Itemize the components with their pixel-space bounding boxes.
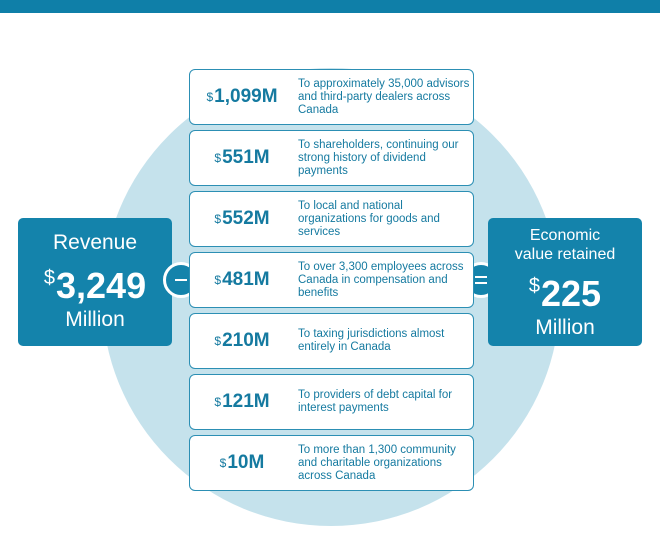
- currency-symbol: $: [214, 212, 222, 226]
- distribution-amount: [190, 314, 294, 368]
- retained-value: [488, 265, 642, 315]
- amount-value: 1,099M: [214, 86, 278, 107]
- amount-value: 552M: [222, 208, 270, 229]
- minus-bar: [175, 279, 187, 281]
- amount-value: 121M: [222, 391, 270, 412]
- retained-box: [488, 218, 642, 346]
- retained-currency: $: [528, 275, 541, 297]
- revenue-amount: 3,249: [56, 265, 147, 306]
- revenue-box: [18, 218, 172, 346]
- currency-symbol: $: [214, 334, 222, 348]
- currency-symbol: $: [219, 456, 227, 470]
- distribution-amount: [190, 436, 294, 490]
- currency-symbol: $: [206, 90, 214, 104]
- retained-label-line2: value retained: [514, 246, 616, 263]
- retained-unit: Million: [535, 316, 595, 339]
- distribution-amount: [190, 131, 294, 185]
- distribution-row: [189, 130, 474, 186]
- currency-symbol: $: [214, 273, 222, 287]
- distribution-amount: [190, 192, 294, 246]
- distribution-description: To providers of debt capital for interest payments: [298, 389, 453, 414]
- distribution-row: [189, 252, 474, 308]
- distribution-row: [189, 191, 474, 247]
- revenue-currency: $: [43, 267, 56, 289]
- amount-value: 10M: [227, 452, 265, 473]
- distribution-description: To over 3,300 employees across Canada in compensation and benefits: [298, 260, 464, 299]
- distribution-row: [189, 374, 474, 430]
- distribution-amount: [190, 253, 294, 307]
- currency-symbol: $: [214, 395, 222, 409]
- distribution-amount: [190, 70, 294, 124]
- distribution-amount: [190, 375, 294, 429]
- retained-label-line1: Economic: [529, 227, 601, 244]
- retained-amount: 225: [541, 273, 602, 314]
- distribution-row: [189, 313, 474, 369]
- equals-bar-top: [475, 276, 487, 278]
- distribution-row: [189, 69, 474, 125]
- revenue-value: [18, 257, 172, 307]
- equals-bar-bottom: [475, 282, 487, 284]
- distribution-description: To taxing jurisdictions almost entirely in Canada: [298, 328, 445, 353]
- distribution-description: To more than 1,300 community and charitable organizations across Canada: [298, 443, 456, 482]
- distribution-description: To approximately 35,000 advisors and third-party dealers across Canada: [298, 77, 470, 116]
- revenue-unit: Million: [65, 308, 125, 331]
- amount-value: 551M: [222, 147, 270, 168]
- distribution-description: To shareholders, continuing our strong history of dividend payments: [298, 138, 459, 177]
- revenue-label: Revenue: [52, 231, 138, 254]
- distribution-description: To local and national organizations for goods and services: [298, 199, 440, 238]
- top-banner: [0, 0, 660, 13]
- amount-value: 481M: [222, 269, 270, 290]
- currency-symbol: $: [214, 151, 222, 165]
- amount-value: 210M: [222, 330, 270, 351]
- distribution-row: [189, 435, 474, 491]
